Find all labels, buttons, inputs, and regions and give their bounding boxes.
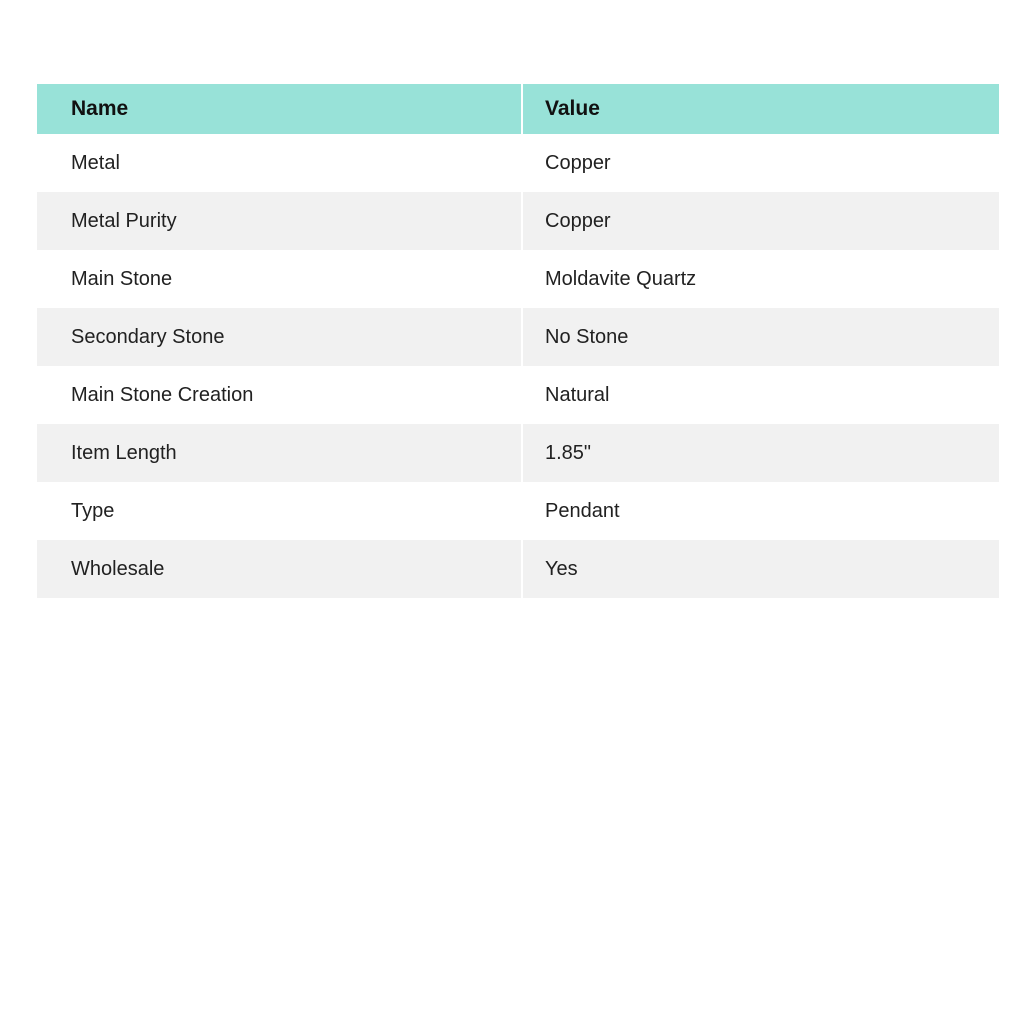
attribute-value-cell: Copper bbox=[523, 134, 999, 192]
attribute-name-cell: Wholesale bbox=[37, 540, 523, 598]
table-row bbox=[37, 134, 1001, 192]
attribute-value-cell: 1.85" bbox=[523, 424, 999, 482]
attribute-name-cell: Metal bbox=[37, 134, 523, 192]
table-row bbox=[37, 308, 1001, 366]
attribute-name-cell: Secondary Stone bbox=[37, 308, 523, 366]
attribute-value-cell: Moldavite Quartz bbox=[523, 250, 999, 308]
table-row bbox=[37, 482, 1001, 540]
attribute-name-cell: Type bbox=[37, 482, 523, 540]
column-header-name: Name bbox=[37, 84, 523, 134]
column-header-value: Value bbox=[523, 84, 999, 134]
table-row bbox=[37, 366, 1001, 424]
attribute-name-cell: Main Stone bbox=[37, 250, 523, 308]
attributes-table bbox=[37, 84, 1001, 598]
attribute-value-cell: No Stone bbox=[523, 308, 999, 366]
table-row bbox=[37, 540, 1001, 598]
table-header-row bbox=[37, 84, 1001, 134]
table-row bbox=[37, 192, 1001, 250]
attribute-value-cell: Pendant bbox=[523, 482, 999, 540]
attribute-name-cell: Item Length bbox=[37, 424, 523, 482]
attribute-value-cell: Natural bbox=[523, 366, 999, 424]
table-body bbox=[37, 134, 1001, 598]
table-row bbox=[37, 250, 1001, 308]
attribute-value-cell: Copper bbox=[523, 192, 999, 250]
attribute-value-cell: Yes bbox=[523, 540, 999, 598]
table-row bbox=[37, 424, 1001, 482]
attribute-name-cell: Metal Purity bbox=[37, 192, 523, 250]
attribute-name-cell: Main Stone Creation bbox=[37, 366, 523, 424]
